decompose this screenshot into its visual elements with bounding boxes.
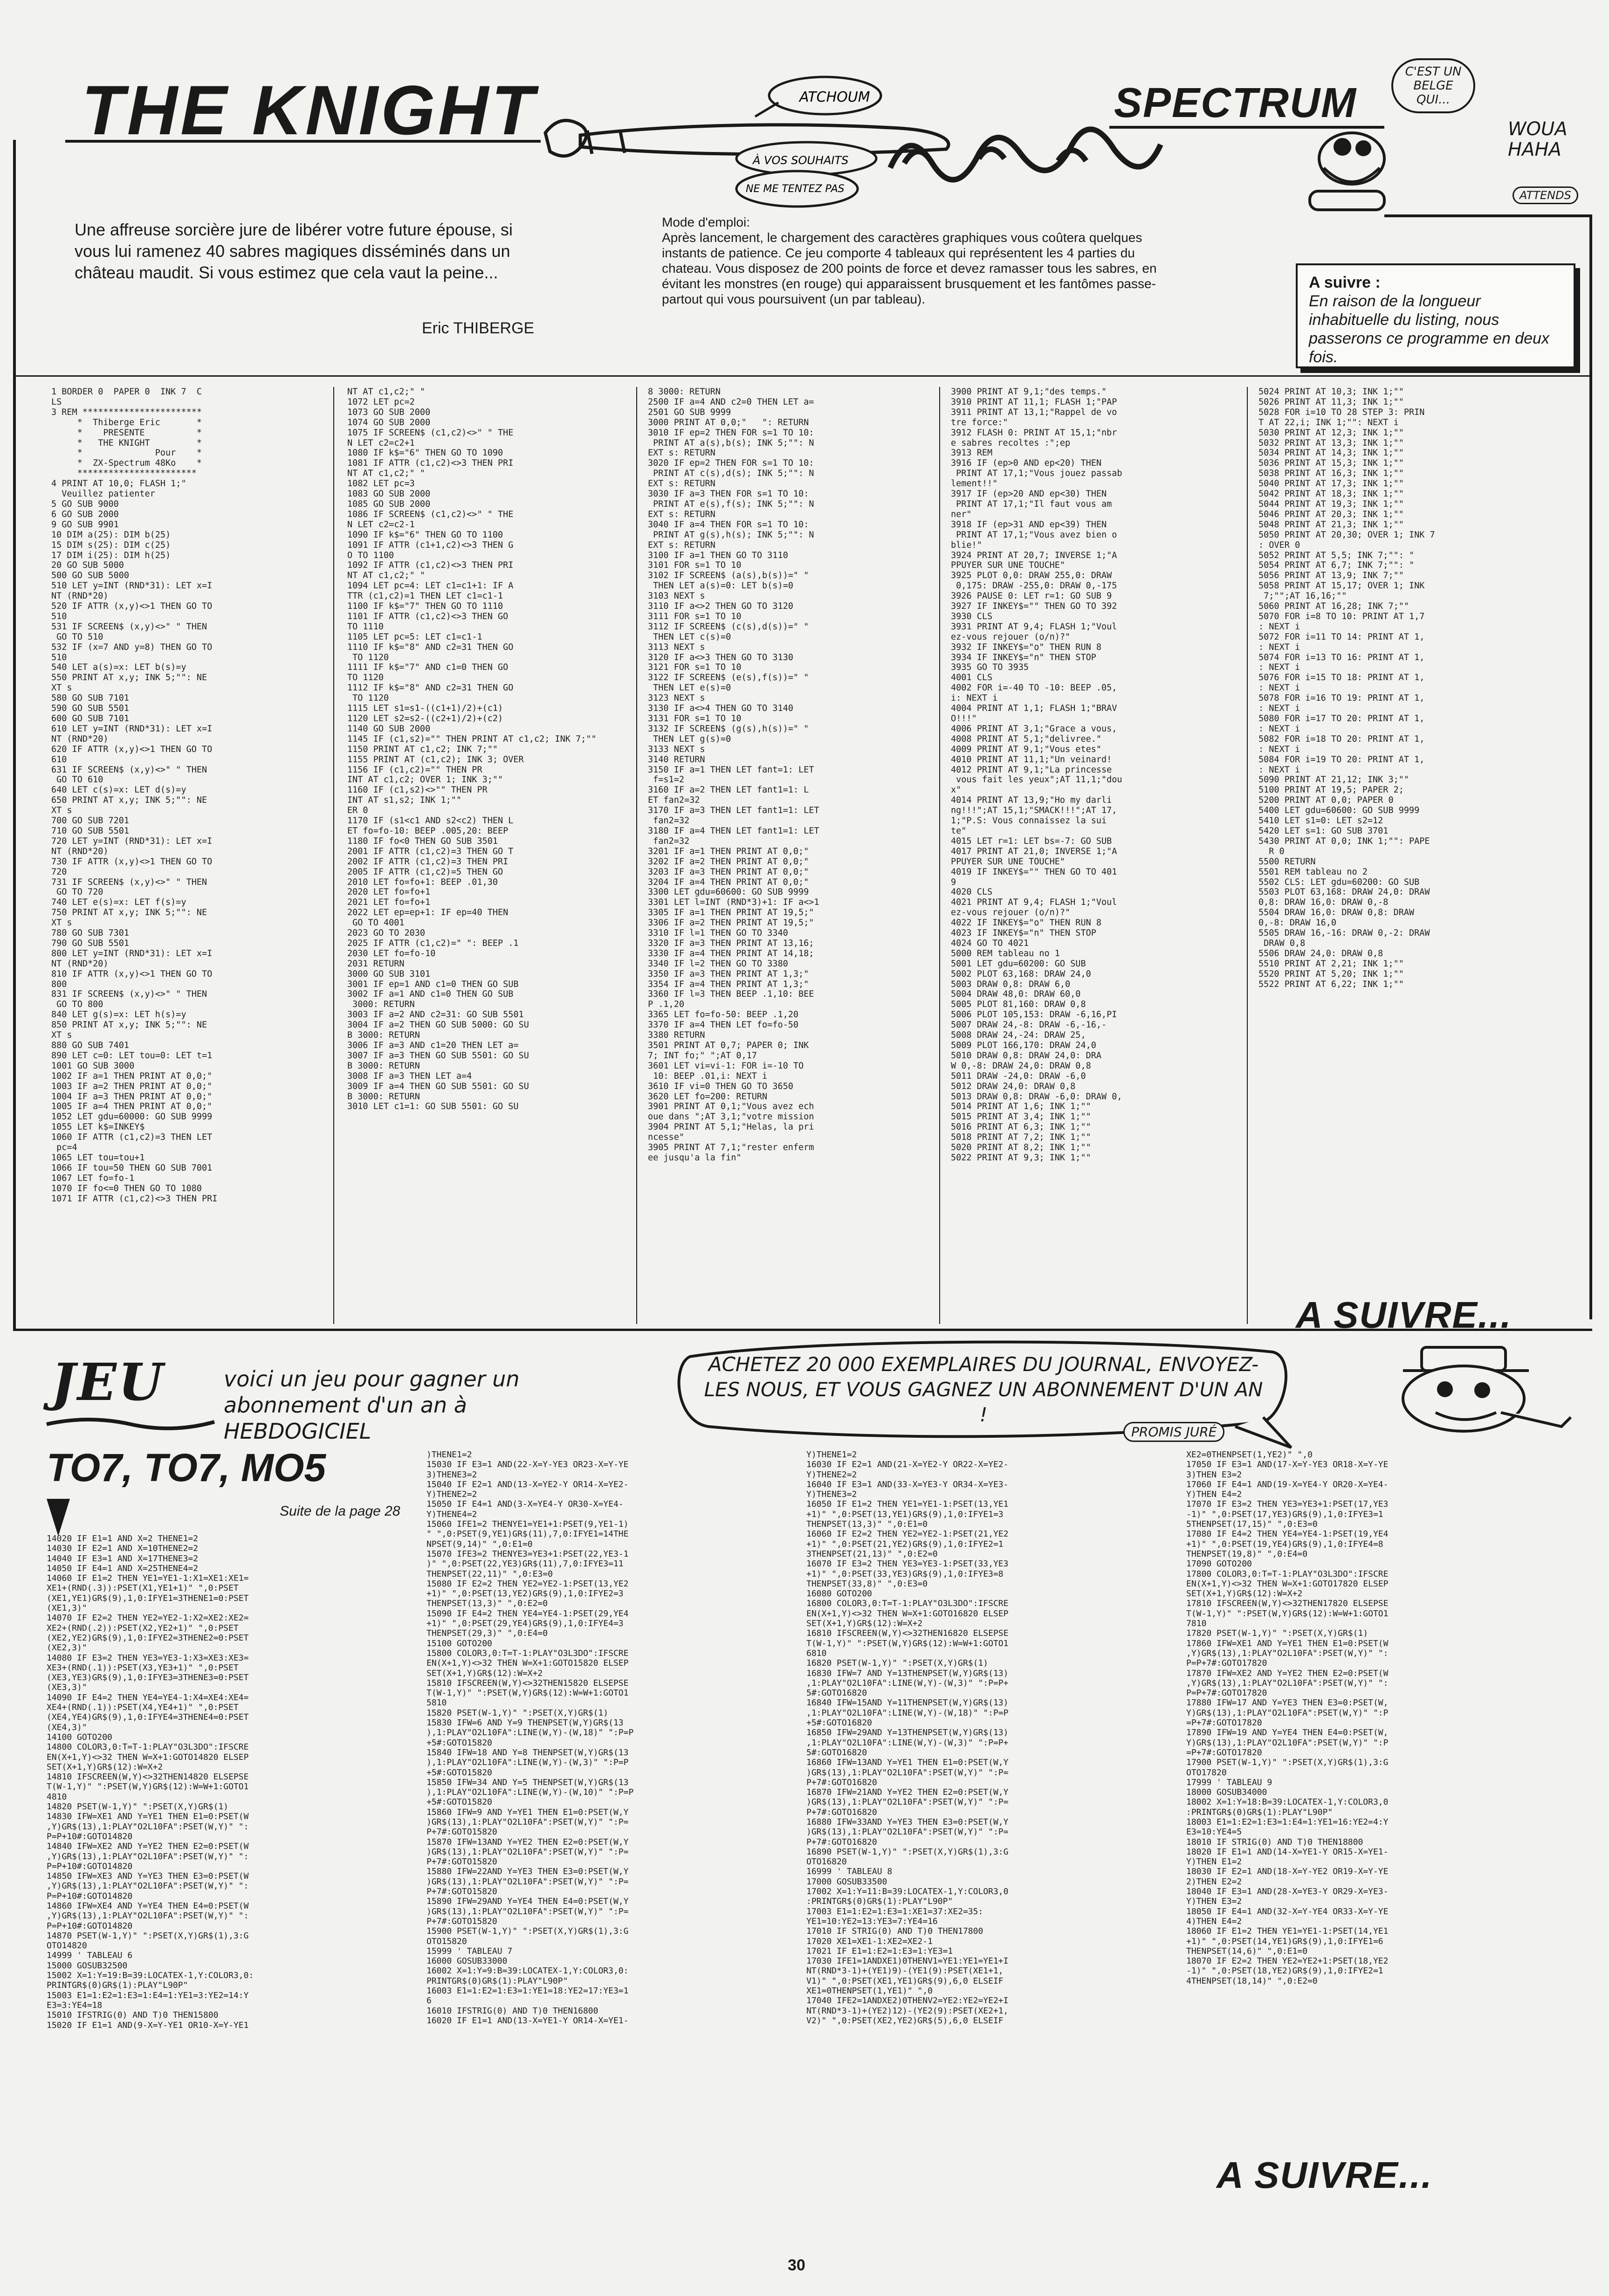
author: Eric THIBERGE	[422, 319, 535, 337]
listing-top-rule	[13, 375, 1592, 377]
system-label: SPECTRUM	[1114, 80, 1357, 126]
pipe-smoker-cartoon	[1352, 1338, 1585, 1459]
offer-text: ACHETEZ 20 000 EXEMPLAIRES DU JOURNAL, ENVOYEZ-LES NOUS, ET VOUS GAGNEZ UN ABONNEMENT D'UN AN !	[704, 1353, 1263, 1426]
a-suivre-heading: A suivre :	[1309, 274, 1381, 291]
spectrum-underline	[1109, 126, 1384, 129]
jeu-underline	[42, 1415, 219, 1434]
mode-heading: Mode d'emploi:	[662, 215, 750, 229]
scribble-decor	[890, 129, 1161, 179]
souhaits-text: À VOS SOUHAITS	[753, 154, 849, 167]
page-title: THE KNIGHT	[82, 71, 537, 149]
suite-note: Suite de la page 28	[280, 1503, 400, 1519]
promise-tag: PROMIS JURÉ	[1123, 1422, 1224, 1442]
to7-col-1: 14020 IF E1=1 AND X=2 THENE1=2 14030 IF E2=1 AND X=10THENE2=2 14040 IF E3=1 AND X=17THENE3=2 14050 IF E4=1 AND X=25THENE4=2 14060 IF E1=2 THEN YE1=YE1-1:X1=XE1:XE1= XE1+(RND(.3)):PSET(X1,YE1+1)" ",0:PSET (XE1,YE1)GR$(9),1,0:IFYE1=3THENE1=0:PSET (XE1,3)" 14070 IF E2=2 THEN YE2=YE2-1:X2=XE2:XE2= XE2+(RND(.2)):PSET(X2,YE2+1)" ",0:PSET (XE2,YE2)GR$(9),1,0:IFYE2=3THENE2=0:PSET (XE2,3)" 14080 IF E3=2 THEN YE3=YE3-1:X3=XE3:XE3= XE3+(RND(.1)):PSET(X3,YE3+1)" ",0:PSET (XE3,YE3)GR$(9),1,0:IFYE3=3THENE3=0:PSET (XE3,3)" 14090 IF E4=2 THEN YE4=YE4-1:X4=XE4:XE4= XE4+(RND(.1)):PSET(X4,YE4+1)" ",0:PSET (XE4,YE4)GR$(9),1,0:IFYE4=3THENE4=0:PSET (XE4,3)" 14100 GOTO200 14800 COLOR3,0:T=T-1:PLAY"O3L3DO":IFSCRE EN(X+1,Y)<>32 THEN W=X+1:GOTO14820 ELSEP SET(X+1,Y)GR$(12):W=X+2 14810 IFSCREEN(W,Y)<>32THEN14820 ELSEPSE T(W-1,Y)" ":PSET(W,Y)GR$(12):W=W+1:GOTO1 4810 14820 PSET(W-1,Y)" ":PSET(X,Y)GR$(1) 14830 IFW=XE1 AND Y=YE1 THEN E1=0:PSET(W ,Y)GR$(13),1:PLAY"O2L10FA":PSET(W,Y)" ": P=P+10#:GOTO14820 14840 IFW=XE2 AND Y=YE2 THEN E2=0:PSET(W ,Y)GR$(13),1:PLAY"O2L10FA":PSET(W,Y)" ": P=P+10#:GOTO14820 14850 IFW=XE3 AND Y=YE3 THEN E3=0:PSET(W ,Y)GR$(13),1:PLAY"O2L10FA":PSET(W,Y)" ": P=P+10#:GOTO14820 14860 IFW=XE4 AND Y=YE4 THEN E4=0:PSET(W ,Y)GR$(13),1:PLAY"O2L10FA":PSET(W,Y)" ": P=P+10#:GOTO14820 14870 PSET(W-1,Y)" ":PSET(X,Y)GR$(1),3:G OTO14820 14999 ' TABLEAU 6 15000 GOSUB32500 15002 X=1:Y=19:B=39:LOCATEX-1,Y:COLOR3,0: PRINTGR$(0)GR$(1):PLAY"L90P" 15003 E1=1:E2=1:E3=1:E4=1:YE1=3:YE2=14:Y E3=3:YE4=18 15010 IFSTRIG(0) AND T)0 THEN15800 15020 IF E1=1 AND(9-X=Y-YE1 OR10-X=Y-YE1	[47, 1534, 254, 2030]
page-number: 30	[788, 2256, 805, 2274]
a-suivre-text: En raison de la longueur inhabituelle du listing, nous passerons ce programme en deux fois.	[1309, 292, 1549, 366]
listing-col-4: 3900 PRINT AT 9,1;"des temps." 3910 PRINT AT 11,1; FLASH 1;"PAP 3911 PRINT AT 13,1;"Rappel de vo tre force:" 3912 FLASH 0: PRINT AT 15,1;"nbr e sabres recoltes :";ep 3913 REM 3916 IF (ep>0 AND ep<20) THEN PRINT AT 17,1;"Vous jouez passab lement!!" 3917 IF (ep>20 AND ep<30) THEN PRINT AT 17,1;"Il faut vous am ner" 3918 IF (ep>31 AND ep<39) THEN PRINT AT 17,1;"Vous avez bien o blie!" 3924 PRINT AT 20,7; INVERSE 1;"A PPUYER SUR UNE TOUCHE" 3925 PLOT 0,0: DRAW 255,0: DRAW 0,175: DRAW -255,0: DRAW 0,-175 3926 PAUSE 0: LET r=1: GO SUB 9 3927 IF INKEY$="" THEN GO TO 392 3930 CLS 3931 PRINT AT 9,4; FLASH 1;"Voul ez-vous rejouer (o/n)?" 3932 IF INKEY$="o" THEN RUN 8 3934 IF INKEY$="n" THEN STOP 3935 GO TO 3935 4001 CLS 4002 FOR i=-40 TO -10: BEEP .05, i: NEXT i 4004 PRINT AT 1,1; FLASH 1;"BRAV O!!!" 4006 PRINT AT 3,1;"Grace a vous, 4008 PRINT AT 5,1;"delivree." 4009 PRINT AT 9,1;"Vous etes" 4010 PRINT AT 11,1;"Un veinard! 4012 PRINT AT 9,1;"La princesse vous fait les yeux";AT 11,1;"dou x" 4014 PRINT AT 13,9;"Ho my darli ng!!!";AT 15,1;"SMACK!!!";AT 17, 1;"P.S: Vous connaissez la sui te" 4015 LET r=1: LET bs=-7: GO SUB 4017 PRINT AT 21,0; INVERSE 1;"A PPUYER SUR UNE TOUCHE" 4019 IF INKEY$="" THEN GO TO 401 9 4020 CLS 4021 PRINT AT 9,4; FLASH 1;"Voul ez-vous rejouer (o/n)?" 4022 IF INKEY$="o" THEN RUN 8 4023 IF INKEY$="n" THEN STOP 4024 GO TO 4021 5000 REM tableau no 1 5001 LET gdu=60200: GO SUB 5002 PLOT 63,168: DRAW 24,0 5003 DRAW 0,8: DRAW 6,0 5004 DRAW 48,0: DRAW 60,0 5005 PLOT 81,160: DRAW 0,8 5006 PLOT 105,153: DRAW -6,16,PI 5007 DRAW 24,-8: DRAW -6,-16,- 5008 DRAW 24,-24: DRAW 25, 5009 PLOT 166,170: DRAW 24,0 5010 DRAW 0,8: DRAW 24,0: DRA W 0,-8: DRAW 24,0: DRAW 0,8 5011 DRAW -24,0: DRAW -6,0 5012 DRAW 24,0: DRAW 0,8 5013 DRAW 0,8: DRAW -6,0: DRAW 0, 5014 PRINT AT 1,6; INK 1;"" 5015 PRINT AT 3,4; INK 1;"" 5016 PRINT AT 6,3; INK 1;"" 5018 PRINT AT 7,2; INK 1;"" 5020 PRINT AT 8,2; INK 1;"" 5022 PRINT AT 9,3; INK 1;""	[951, 387, 1122, 1163]
a-suivre-top: A SUIVRE...	[1296, 1294, 1512, 1336]
mode-emploi	[662, 214, 1161, 307]
to7-col-2: )THENE1=2 15030 IF E3=1 AND(22-X=Y-YE3 OR23-X=Y-YE 3)THENE3=2 15040 IF E2=1 AND(13-X=YE2-Y OR14-X=YE2- Y)THENE2=2 15050 IF E4=1 AND(3-X=YE4-Y OR30-X=YE4- Y)THENE4=2 15060 IFE1=2 THENYE1=YE1+1:PSET(9,YE1-1) " ",0:PSET(9,YE1)GR$(11),7,0:IFYE1=14THE NPSET(9,14)" ",0:E1=0 15070 IFE3=2 THENYE3=YE3+1:PSET(22,YE3-1 )" ",0:PSET(22,YE3)GR$(11),7,0:IFYE3=11 THENPSET(22,11)" ",0:E3=0 15080 IF E2=2 THEN YE2=YE2-1:PSET(13,YE2 +1)" ",0:PSET(13,YE2)GR$(9),1,0:IFYE2=3 THENPSET(13,3)" ",0:E2=0 15090 IF E4=2 THEN YE4=YE4-1:PSET(29,YE4 +1)" ",0:PSET(29,YE4)GR$(9),1,0:IFYE4=3 THENPSET(29,3)" ",0:E4=0 15100 GOTO200 15800 COLOR3,0:T=T-1:PLAY"O3L3DO":IFSCRE EN(X+1,Y)<>32 THEN W=X+1:GOTO15820 ELSEP SET(X+1,Y)GR$(12):W=X+2 15810 IFSCREEN(W,Y)<>32THEN15820 ELSEPSE T(W-1,Y)" ":PSET(W,Y)GR$(12):W=W+1:GOTO1 5810 15820 PSET(W-1,Y)" ":PSET(X,Y)GR$(1) 15830 IFW=6 AND Y=9 THENPSET(W,Y)GR$(13 ),1:PLAY"O2L10FA":LINE(W,Y)-(W,18)" ":P=P +5#:GOTO15820 15840 IFW=18 AND Y=8 THENPSET(W,Y)GR$(13 ),1:PLAY"O2L10FA":LINE(W,Y)-(W,3)" ":P=P +5#:GOTO15820 15850 IFW=34 AND Y=5 THENPSET(W,Y)GR$(13 ),1:PLAY"O2L10FA":LINE(W,Y)-(W,10)" ":P=P +5#:GOTO15820 15860 IFW=9 AND Y=YE1 THEN E1=0:PSET(W,Y )GR$(13),1:PLAY"O2L10FA":PSET(W,Y)" ":P= P+7#:GOTO15820 15870 IFW=13AND Y=YE2 THEN E2=0:PSET(W,Y )GR$(13),1:PLAY"O2L10FA":PSET(W,Y)" ":P= P+7#:GOTO15820 15880 IFW=22AND Y=YE3 THEN E3=0:PSET(W,Y )GR$(13),1:PLAY"O2L10FA":PSET(W,Y)" ":P= P+7#:GOTO15820 15890 IFW=29AND Y=YE4 THEN E4=0:PSET(W,Y )GR$(13),1:PLAY"O2L10FA":PSET(W,Y)" ":P= P+7#:GOTO15820 15900 PSET(W-1,Y)" ":PSET(X,Y)GR$(1),3:G OTO15820 15999 ' TABLEAU 7 16000 GOSUB33000 16002 X=1:Y=9:B=39:LOCATEX-1,Y:COLOR3,0: PRINTGR$(0)GR$(1):PLAY"L90P" 16003 E1=1:E2=1:E3=1:YE1=18:YE2=17:YE3=1 6 16010 IFSTRIG(0) AND T)0 THEN16800 16020 IF E1=1 AND(13-X=YE1-Y OR14-X=YE1-	[426, 1450, 634, 2026]
mode-text: Après lancement, le chargement des caractères graphiques vous coûtera quelques instants de patience. Ce jeu comporte 4 tableaux qui représentent les 4 parties du chateau. Vous disposez de 200 points de force et devez ramasser tous les sabres, en évitant les monstres (en rouge) qui apparaissent brusquement et les fantômes passe-partout qui vous poursuivent (un par tableau).	[662, 230, 1157, 306]
jeu-title: JEU	[51, 1352, 165, 1412]
to7-col-3: Y)THENE1=2 16030 IF E2=1 AND(21-X=YE2-Y OR22-X=YE2- Y)THENE2=2 16040 IF E3=1 AND(33-X=YE3-Y OR34-X=YE3- Y)THENE3=2 16050 IF E1=2 THEN YE1=YE1-1:PSET(13,YE1 +1)" ",0:PSET(13,YE1)GR$(9),1,0:IFYE1=3 THENPSET(13,3)" ",0:E1=0 16060 IF E2=2 THEN YE2=YE2-1:PSET(21,YE2 +1)" ",0:PSET(21,YE2)GR$(9),1,0:IFYE2=1 3THENPSET(21,13)" ",0:E2=0 16070 IF E3=2 THEN YE3=YE3-1:PSET(33,YE3 +1)" ",0:PSET(33,YE3)GR$(9),1,0:IFYE3=8 THENPSET(33,8)" ",0:E3=0 16080 GOTO200 16800 COLOR3,0:T=T-1:PLAY"O3L3DO":IFSCRE EN(X+1,Y)<>32 THEN W=X+1:GOTO16820 ELSEP SET(X+1,Y)GR$(12):W=X+2 16810 IFSCREEN(W,Y)<>32THEN16820 ELSEPSE T(W-1,Y)" ":PSET(W,Y)GR$(12):W=W+1:GOTO1 6810 16820 PSET(W-1,Y)" ":PSET(X,Y)GR$(1) 16830 IFW=7 AND Y=13THENPSET(W,Y)GR$(13) ,1:PLAY"O2L10FA":LINE(W,Y)-(W,3)" ":P=P+ 5#:GOTO16820 16840 IFW=15AND Y=11THENPSET(W,Y)GR$(13) ,1:PLAY"O2L10FA":LINE(W,Y)-(W,18)" ":P=P +5#:GOTO16820 16850 IFW=29AND Y=13THENPSET(W,Y)GR$(13) ,1:PLAY"O2L10FA":LINE(W,Y)-(W,3)" ":P=P+ 5#:GOTO16820 16860 IFW=13AND Y=YE1 THEN E1=0:PSET(W,Y )GR$(13),1:PLAY"O2L10FA":PSET(W,Y)" ":P= P+7#:GOTO16820 16870 IFW=21AND Y=YE2 THEN E2=0:PSET(W,Y )GR$(13),1:PLAY"O2L10FA":PSET(W,Y)" ":P= P+7#:GOTO16820 16880 IFW=33AND Y=YE3 THEN E3=0:PSET(W,Y )GR$(13),1:PLAY"O2L10FA":PSET(W,Y)" ":P= P+7#:GOTO16820 16890 PSET(W-1,Y)" ":PSET(X,Y)GR$(1),3:G OTO16820 16999 ' TABLEAU 8 17000 GOSUB33500 17002 X=1:Y=11:B=39:LOCATEX-1,Y:COLOR3,0 :PRINTGR$(0)GR$(1):PLAY"L90P" 17003 E1=1:E2=1:E3=1:XE1=37:XE2=35: YE1=10:YE2=13:YE3=7:YE4=16 17010 IF STRIG(0) AND T)0 THEN17800 17020 XE1=XE1-1:XE2=XE2-1 17021 IF E1=1:E2=1:E3=1:YE3=1 17030 IFE1=1ANDXE1)0THENV1=YE1:YE1=YE1+I NT(RND*3-1)+(YE1)9)-(YE1(9):PSET(XE1+1, V1)" ",0:PSET(XE1,YE1)GR$(9),6,0 ELSEIF XE1=0THENPSET(1,YE1)" ",0 17040 IFE2=1ANDXE2)0THENV2=YE2:YE2=YE2+I NT(RND*3-1)+(YE2)12)-(YE2(9):PSET(XE2+1, V2)" ",0:PSET(XE2,YE2)GR$(5),6,0 ELSEIF	[806, 1450, 1009, 2026]
divider	[333, 387, 334, 1324]
frame-top-right	[1384, 214, 1592, 217]
divider	[939, 387, 940, 1324]
listing-col-1: 1 BORDER 0 PAPER 0 INK 7 C LS 3 REM *********************** * Thiberge Eric * * PRESENTE * * THE KNIGHT * * Pour * * ZX-Spectrum 48Ko * *********************** 4 PRINT AT 10,0; FLASH 1;" Veuillez patienter 5 GO SUB 9000 6 GO SUB 2000 9 GO SUB 9901 10 DIM a(25): DIM b(25) 15 DIM s(25): DIM c(25) 17 DIM i(25): DIM h(25) 20 GO SUB 5000 500 GO SUB 5000 510 LET y=INT (RND*31): LET x=I NT (RND*20) 520 IF ATTR (x,y)<>1 THEN GO TO 510 531 IF SCREEN$ (x,y)<>" " THEN GO TO 510 532 IF (x=7 AND y=8) THEN GO TO 510 540 LET a(s)=x: LET b(s)=y 550 PRINT AT x,y; INK 5;"": NE XT s 580 GO SUB 7101 590 GO SUB 5501 600 GO SUB 7101 610 LET y=INT (RND*31): LET x=I NT (RND*20) 620 IF ATTR (x,y)<>1 THEN GO TO 610 631 IF SCREEN$ (x,y)<>" " THEN GO TO 610 640 LET c(s)=x: LET d(s)=y 650 PRINT AT x,y; INK 5;"": NE XT s 700 GO SUB 7201 710 GO SUB 5501 720 LET y=INT (RND*31): LET x=I NT (RND*20) 730 IF ATTR (x,y)<>1 THEN GO TO 720 731 IF SCREEN$ (x,y)<>" " THEN GO TO 720 740 LET e(s)=x: LET f(s)=y 750 PRINT AT x,y; INK 5;"": NE XT s 780 GO SUB 7301 790 GO SUB 5501 800 LET y=INT (RND*31): LET x=I NT (RND*20) 810 IF ATTR (x,y)<>1 THEN GO TO 800 831 IF SCREEN$ (x,y)<>" " THEN GO TO 800 840 LET g(s)=x: LET h(s)=y 850 PRINT AT x,y; INK 5;"": NE XT s 880 GO SUB 7401 890 LET c=0: LET tou=0: LET t=1 1001 GO SUB 3000 1002 IF a=1 THEN PRINT AT 0,0;" 1003 IF a=2 THEN PRINT AT 0,0;" 1004 IF a=3 THEN PRINT AT 0,0;" 1005 IF a=4 THEN PRINT AT 0,0;" 1052 LET gdu=60000: GO SUB 9999 1055 LET k$=INKEY$ 1060 IF ATTR (c1,c2)=3 THEN LET pc=4 1065 LET tou=tou+1 1066 IF tou=50 THEN GO SUB 7001 1067 LET fo=fo-1 1070 IF fo<=0 THEN GO TO 1080 1071 IF ATTR (c1,c2)<>3 THEN PRI	[51, 387, 218, 1204]
listing-col-3: 8 3000: RETURN 2500 IF a=4 AND c2=0 THEN LET a= 2501 GO SUB 9999 3000 PRINT AT 0,0;" ": RETURN 3010 IF ep=2 THEN FOR s=1 TO 10: PRINT AT a(s),b(s); INK 5;"": N EXT s: RETURN 3020 IF ep=2 THEN FOR s=1 TO 10: PRINT AT c(s),d(s); INK 5;"": N EXT s: RETURN 3030 IF a=3 THEN FOR s=1 TO 10: PRINT AT e(s),f(s); INK 5;"": N EXT s: RETURN 3040 IF a=4 THEN FOR s=1 TO 10: PRINT AT g(s),h(s); INK 5;"": N EXT s: RETURN 3100 IF a=1 THEN GO TO 3110 3101 FOR s=1 TO 10 3102 IF SCREEN$ (a(s),b(s))=" " THEN LET a(s)=0: LET b(s)=0 3103 NEXT s 3110 IF a<>2 THEN GO TO 3120 3111 FOR s=1 TO 10 3112 IF SCREEN$ (c(s),d(s))=" " THEN LET c(s)=0 3113 NEXT s 3120 IF a<>3 THEN GO TO 3130 3121 FOR s=1 TO 10 3122 IF SCREEN$ (e(s),f(s))=" " THEN LET e(s)=0 3123 NEXT s 3130 IF a<>4 THEN GO TO 3140 3131 FOR s=1 TO 10 3132 IF SCREEN$ (g(s),h(s))=" " THEN LET g(s)=0 3133 NEXT s 3140 RETURN 3150 IF a=1 THEN LET fant=1: LET f=s1=2 3160 IF a=2 THEN LET fant1=1: L ET fan2=32 3170 IF a=3 THEN LET fant1=1: LET fan2=32 3180 IF a=4 THEN LET fant1=1: LET fan2=32 3201 IF a=1 THEN PRINT AT 0,0;" 3202 IF a=2 THEN PRINT AT 0,0;" 3203 IF a=3 THEN PRINT AT 0,0;" 3204 IF a=4 THEN PRINT AT 0,0;" 3300 LET gdu=60600: GO SUB 9999 3301 LET l=INT (RND*3)+1: IF a<>1 3305 IF a=1 THEN PRINT AT 19,5;" 3306 IF a=2 THEN PRINT AT 19,5;" 3310 IF l=1 THEN GO TO 3340 3320 IF a=3 THEN PRINT AT 13,16; 3330 IF a=4 THEN PRINT AT 14,18; 3340 IF l=2 THEN GO TO 3380 3350 IF a=3 THEN PRINT AT 1,3;" 3354 IF a=4 THEN PRINT AT 1,3;" 3360 IF l=3 THEN BEEP .1,10: BEE P .1,20 3365 LET fo=fo-50: BEEP .1,20 3370 IF a=4 THEN LET fo=fo-50 3380 RETURN 3501 PRINT AT 0,7; PAPER 0; INK 7; INT fo;" ";AT 0,17 3601 LET vi=vi-1: FOR i=-10 TO 10: BEEP .01,i: NEXT i 3610 IF vi=0 THEN GO TO 3650 3620 LET fo=200: RETURN 3901 PRINT AT 0,1;"Vous avez ech oue dans ";AT 3,1;"votre mission 3904 PRINT AT 5,1;"Helas, la pri ncesse" 3905 PRINT AT 7,1;"rester enferm ee jusqu'a la fin"	[648, 387, 819, 1163]
divider	[1247, 387, 1248, 1324]
bubble-belge: C'EST UN BELGE QUI...	[1391, 58, 1475, 113]
bubble-attends: ATTENDS	[1513, 186, 1578, 204]
atchoum-text: ATCHOUM	[799, 89, 870, 105]
divider	[636, 387, 637, 1324]
tentez-text: NE ME TENTEZ PAS	[746, 183, 845, 195]
cartoon-face	[1310, 133, 1384, 210]
frame-left	[13, 140, 16, 1329]
listing-col-5: 5024 PRINT AT 10,3; INK 1;"" 5026 PRINT AT 11,3; INK 1;"" 5028 FOR i=10 TO 28 STEP 3: PRIN T AT 22,i; INK 1;"": NEXT i 5030 PRINT AT 12,3; INK 1;"" 5032 PRINT AT 13,3; INK 1;"" 5034 PRINT AT 14,3; INK 1;"" 5036 PRINT AT 15,3; INK 1;"" 5038 PRINT AT 16,3; INK 1;"" 5040 PRINT AT 17,3; INK 1;"" 5042 PRINT AT 18,3; INK 1;"" 5044 PRINT AT 19,3; INK 1;"" 5046 PRINT AT 20,3; INK 1;"" 5048 PRINT AT 21,3; INK 1;"" 5050 PRINT AT 20,30; OVER 1; INK 7 : OVER 0 5052 PRINT AT 5,5; INK 7;"": " 5054 PRINT AT 6,7; INK 7;"": " 5056 PRINT AT 13,9; INK 7;"" 5058 PRINT AT 15,17; OVER 1; INK 7;"";AT 16,16;"" 5060 PRINT AT 16,28; INK 7;"" 5070 FOR i=8 TO 10: PRINT AT 1,7 : NEXT i 5072 FOR i=11 TO 14: PRINT AT 1, : NEXT i 5074 FOR i=13 TO 16: PRINT AT 1, : NEXT i 5076 FOR i=15 TO 18: PRINT AT 1, : NEXT i 5078 FOR i=16 TO 19: PRINT AT 1, : NEXT i 5080 FOR i=17 TO 20: PRINT AT 1, : NEXT i 5082 FOR i=18 TO 20: PRINT AT 1, : NEXT i 5084 FOR i=19 TO 20: PRINT AT 1, : NEXT i 5090 PRINT AT 21,12; INK 3;"" 5100 PRINT AT 19,5; PAPER 2; 5200 PRINT AT 0,0; PAPER 0 5400 LET gdu=60600: GO SUB 9999 5410 LET s1=0: LET s2=12 5420 LET s=1: GO SUB 3701 5430 PRINT AT 0,0; INK 1;"": PAPE R 0 5500 RETURN 5501 REM tableau no 2 5502 CLS: LET gdu=60200: GO SUB 5503 PLOT 63,168: DRAW 24,0: DRAW 0,8: DRAW 16,0: DRAW 0,-8 5504 DRAW 16,0: DRAW 0,8: DRAW 0,-8: DRAW 16,0 5505 DRAW 16,-16: DRAW 0,-2: DRAW DRAW 0,8 5506 DRAW 24,0: DRAW 0,8 5510 PRINT AT 2,21; INK 1;"" 5520 PRINT AT 5,20; INK 1;"" 5522 PRINT AT 6,22; INK 1;""	[1258, 387, 1435, 989]
to7-col-4: XE2=0THENPSET(1,YE2)" ",0 17050 IF E3=1 AND(17-X=Y-YE3 OR18-X=Y-YE 3)THEN E3=2 17060 IF E4=1 AND(19-X=YE4-Y OR20-X=YE4- Y)THEN E4=2 17070 IF E3=2 THEN YE3=YE3+1:PSET(17,YE3 -1)" ",0:PSET(17,YE3)GR$(9),1,0:IFYE3=1 5THENPSET(17,15)" ",0:E3=0 17080 IF E4=2 THEN YE4=YE4-1:PSET(19,YE4 +1)" ",0:PSET(19,YE4)GR$(9),1,0:IFYE4=8 THENPSET(19,8)" ",0:E4=0 17090 GOTO200 17800 COLOR3,0:T=T-1:PLAY"O3L3DO":IFSCRE EN(X+1,Y)<>32 THEN W=X+1:GOTO17820 ELSEP SET(X+1,Y)GR$(12):W=X+2 17810 IFSCREEN(W,Y)<>32THEN17820 ELSEPSE T(W-1,Y)" ":PSET(W,Y)GR$(12):W=W+1:GOTO1 7810 17820 PSET(W-1,Y)" ":PSET(X,Y)GR$(1) 17860 IFW=XE1 AND Y=YE1 THEN E1=0:PSET(W ,Y)GR$(13),1:PLAY"O2L10FA":PSET(W,Y)" ": P=P+7#:GOTO17820 17870 IFW=XE2 AND Y=YE2 THEN E2=0:PSET(W ,Y)GR$(13),1:PLAY"O2L10FA":PSET(W,Y)" ": P=P+7#:GOTO17820 17880 IFW=17 AND Y=YE3 THEN E3=0:PSET(W, Y)GR$(13),1:PLAY"O2L10FA":PSET(W,Y)" ":P =P+7#:GOTO17820 17890 IFW=19 AND Y=YE4 THEN E4=0:PSET(W, Y)GR$(13),1:PLAY"O2L10FA":PSET(W,Y)" ":P =P+7#:GOTO17820 17900 PSET(W-1,Y)" ":PSET(X,Y)GR$(1),3:G OTO17820 17999 ' TABLEAU 9 18000 GOSUB34000 18002 X=1:Y=18:B=39:LOCATEX-1,Y:COLOR3,0 :PRINTGR$(0)GR$(1):PLAY"L90P" 18003 E1=1:E2=1:E3=1:E4=1:YE1=16:YE2=4:Y E3=10:YE4=5 18010 IF STRIG(0) AND T)0 THEN18800 18020 IF E1=1 AND(14-X=YE1-Y OR15-X=YE1- Y)THEN E1=2 18030 IF E2=1 AND(18-X=Y-YE2 OR19-X=Y-YE 2)THEN E2=2 18040 IF E3=1 AND(28-X=YE3-Y OR29-X=YE3- Y)THEN E3=2 18050 IF E4=1 AND(32-X=Y-YE4 OR33-X=Y-YE 4)THEN E4=2 18060 IF E1=2 THEN YE1=YE1-1:PSET(14,YE1 +1)" ",0:PSET(14,YE1)GR$(9),1,0:IFYE1=6 THENPSET(14,6)" ",0:E1=0 18070 IF E2=2 THEN YE2=YE2+1:PSET(18,YE2 -1)" ",0:PSET(18,YE2)GR$(9),1,0:IFYE2=1 4THENPSET(18,14)" ",0:E2=0	[1186, 1450, 1389, 1986]
jeu-text: voici un jeu pour gagner un abonnement d'un an à HEBDOGICIEL	[224, 1366, 520, 1444]
intro-text: Une affreuse sorcière jure de libérer votre future épouse, si vous lui ramenez 40 sabres magiques disséminés dans un château maudit. Si vous estimez que cela vaut la peine...	[75, 220, 513, 282]
down-arrow-icon	[44, 1496, 72, 1538]
title-underline	[65, 140, 541, 143]
listing-col-2: NT AT c1,c2;" " 1072 LET pc=2 1073 GO SUB 2000 1074 GO SUB 2000 1075 IF SCREEN$ (c1,c2)<>" " THE N LET c2=c2+1 1080 IF k$="6" THEN GO TO 1090 1081 IF ATTR (c1,c2)<>3 THEN PRI NT AT c1,c2;" " 1082 LET pc=3 1083 GO SUB 2000 1085 GO SUB 2000 1086 IF SCREEN$ (c1,c2)<>" " THE N LET c2=c2-1 1090 IF k$="6" THEN GO TO 1100 1091 IF ATTR (c1+1,c2)<>3 THEN G O TO 1100 1092 IF ATTR (c1,c2)<>3 THEN PRI NT AT c1,c2;" " 1094 LET pc=4: LET c1=c1+1: IF A TTR (c1,c2)=1 THEN LET c1=c1-1 1100 IF k$="7" THEN GO TO 1110 1101 IF ATTR (c1,c2)<>3 THEN GO TO 1110 1105 LET pc=5: LET c1=c1-1 1110 IF k$="8" AND c2=31 THEN GO TO 1120 1111 IF k$="7" AND c1=0 THEN GO TO 1120 1112 IF k$="8" AND c2=31 THEN GO TO 1120 1115 LET s1=s1-((c1+1)/2)+(c1) 1120 LET s2=s2-((c2+1)/2)+(c2) 1140 GO SUB 2000 1145 IF (c1,s2)="" THEN PRINT AT c1,c2; INK 7;"" 1150 PRINT AT c1,c2; INK 7;"" 1155 PRINT AT (c1,c2); INK 3; OVER 1156 IF (c1,c2)="" THEN PR INT AT c1,c2; OVER 1; INK 3;"" 1160 IF (c1,s2)<>"" THEN PR INT AT s1,s2; INK 1;"" ER 0 1170 IF (s1<c1 AND s2<c2) THEN L ET fo=fo-10: BEEP .005,20: BEEP 1180 IF fo<0 THEN GO SUB 3501 2001 IF ATTR (c1,c2)=3 THEN GO T 2002 IF ATTR (c1,c2)=3 THEN PRI 2005 IF ATTR (c1,c2)=5 THEN GO 2010 LET fo=fo+1: BEEP .01,30 2020 LET fo=fo+1 2021 LET fo=fo+1 2022 LET ep=ep+1: IF ep=40 THEN GO TO 4001 2023 GO TO 2030 2025 IF ATTR (c1,c2)=" ": BEEP .1 2030 LET fo=fo-10 2031 RETURN 3000 GO SUB 3101 3001 IF ep=1 AND c1=0 THEN GO SUB 3002 IF a=1 AND c1=0 THEN GO SUB 3000: RETURN 3003 IF a=2 AND c2=31: GO SUB 5501 3004 IF a=2 THEN GO SUB 5000: GO SU B 3000: RETURN 3006 IF a=3 AND c1=20 THEN LET a= 3007 IF a=3 THEN GO SUB 5501: GO SU B 3000: RETURN 3008 IF a=3 THEN LET a=4 3009 IF a=4 THEN GO SUB 5501: GO SU B 3000: RETURN 3010 LET c1=1: GO SUB 5501: GO SU	[347, 387, 597, 1112]
a-suivre-box	[1296, 263, 1575, 368]
to7-title: TO7, TO7, MO5	[47, 1446, 326, 1489]
frame-right	[1589, 214, 1592, 1319]
a-suivre-bottom: A SUIVRE...	[1217, 2154, 1433, 2196]
bubble-woua: WOUA HAHA	[1508, 118, 1568, 160]
